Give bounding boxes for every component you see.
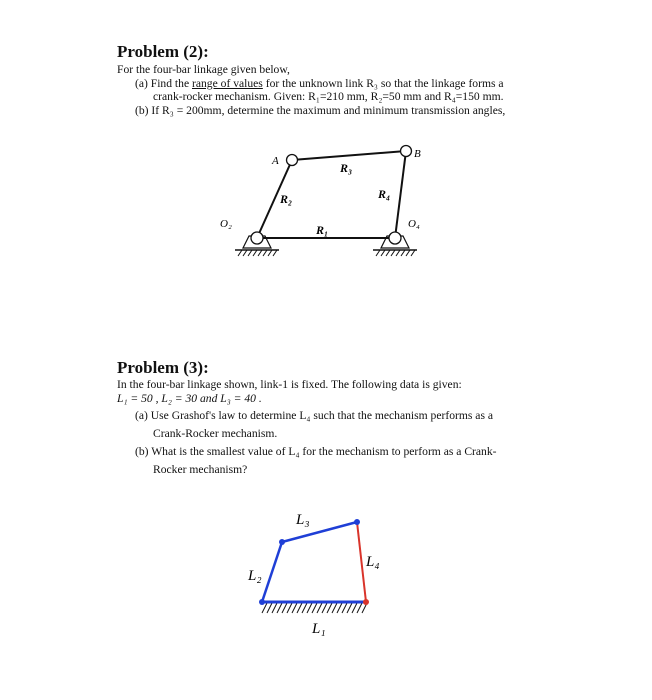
- label-b: B: [414, 148, 421, 160]
- part-a-suffix: for the unknown link R₃ so that the linkage forms a: [262, 77, 504, 90]
- part-a-prefix: (a) Find the: [135, 77, 192, 90]
- link-l3: [282, 522, 357, 542]
- label-l4: L₄: [366, 554, 380, 570]
- label-r4: R₄: [378, 187, 391, 201]
- problem2-part-b: (b) If R₃ = 200mm, determine the maximum and minimum transmission angles,: [135, 104, 506, 117]
- label-o2: O₂: [220, 218, 232, 230]
- ground-hatch: [262, 603, 367, 613]
- label-o4: O₄: [408, 218, 420, 230]
- label-r2: R₂: [280, 192, 293, 206]
- problem3-title: Problem (3):: [117, 358, 209, 377]
- label-l1: L₁: [312, 621, 326, 637]
- problem3-given: L₁ = 50 , L₂ = 30 and L₃ = 40 .: [117, 392, 262, 405]
- part-a-underlined: range of values: [192, 77, 263, 90]
- problem3-intro: In the four-bar linkage shown, link-1 is fixed. The following data is given:: [117, 378, 462, 391]
- problem3-part-a-line2: Crank-Rocker mechanism.: [153, 427, 278, 440]
- joint-l1-l2: [259, 599, 265, 605]
- problem3-part-b-line2: Rocker mechanism?: [153, 463, 248, 476]
- problem2-intro: For the four-bar linkage given below,: [117, 63, 290, 76]
- problem2-part-a-line2: crank-rocker mechanism. Given: R₁=210 mm, R₂=50 mm and R₄=150 mm.: [153, 90, 504, 103]
- joint-l3-l4: [354, 519, 360, 525]
- label-l3: L₃: [296, 512, 310, 528]
- problem3-part-a-line1: (a) Use Grashof's law to determine L₄ such that the mechanism performs as a: [135, 409, 494, 422]
- joint-l2-l3: [279, 539, 285, 545]
- joint-l4-l1: [363, 599, 369, 605]
- label-l2: L₂: [248, 568, 262, 584]
- link-l2: [262, 542, 282, 602]
- label-a: A: [272, 155, 279, 167]
- problem2-title: Problem (2):: [117, 42, 209, 61]
- label-r3: R₃: [340, 161, 353, 175]
- link-l4: [357, 522, 366, 602]
- label-r1: R₁: [316, 223, 329, 237]
- problem3-part-b-line1: (b) What is the smallest value of L₄ for the mechanism to perform as a Crank-: [135, 445, 497, 458]
